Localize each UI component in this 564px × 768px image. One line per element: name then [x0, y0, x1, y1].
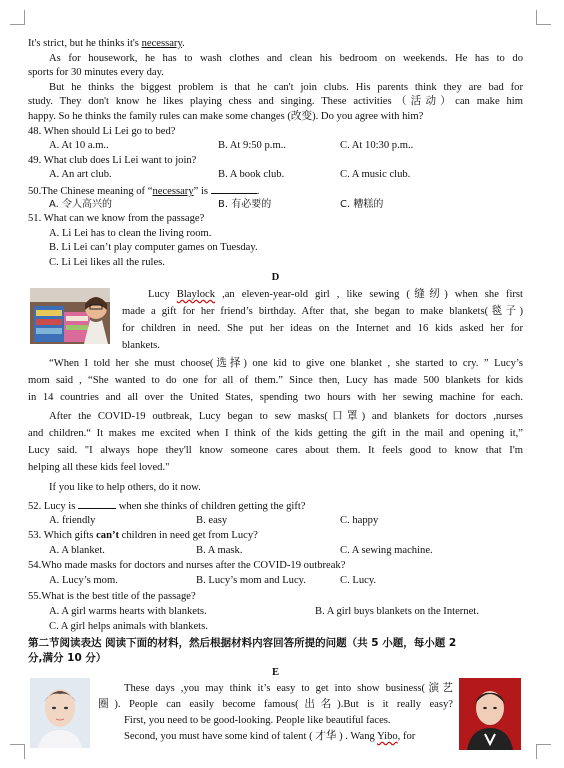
q55-option-a[interactable]: A. A girl warms hearts with blankets.	[49, 606, 207, 617]
question-55-stem: 55.What is the best title of the passage?	[28, 591, 196, 602]
corner-mark-top-right	[536, 10, 551, 25]
passage-d-line	[122, 288, 523, 302]
section-2-heading: 分,满分 10 分）	[28, 652, 107, 664]
passage-c-line: But he thinks the biggest problem is that he can't join clubs. His parents think they are bad for	[49, 81, 523, 93]
question-52-stem	[28, 498, 306, 514]
passage-c-line: sports for 30 minutes every day.	[28, 67, 164, 79]
text: children in need get from Lucy?	[119, 530, 258, 541]
text: 53. Which gifts	[28, 530, 97, 541]
passage-d-line: helping all these kids feel loved."	[28, 462, 170, 473]
text: It's strict, but he thinks it's	[28, 38, 142, 49]
question-48-stem: 48. When should Li Lei go to bed?	[28, 125, 176, 137]
q50-option-a[interactable]: A. 令人高兴的	[49, 198, 113, 210]
text: Second, you must have some kind of talent ( 才华 ) . Wang	[124, 731, 378, 742]
text: ” is	[193, 186, 209, 197]
celebrity-photo-right	[459, 678, 521, 750]
q49-option-b[interactable]: B. A book club.	[218, 169, 285, 181]
text: 50.The Chinese meaning of “	[28, 186, 153, 197]
section-d-label: D	[271, 272, 280, 283]
corner-mark-top-left	[10, 10, 25, 25]
passage-d-line: “When I told her she must choose(选择) one kid to give one blanket , she started to cry. ” Lucy’s	[49, 358, 523, 369]
q49-option-c[interactable]: C. A music club.	[340, 169, 411, 181]
q48-option-b[interactable]: B. At 9:50 p.m..	[218, 140, 286, 152]
q53-option-b[interactable]: B. A mask.	[196, 545, 243, 556]
passage-c-line: As for housework, he has to wash clothes and clean his bedroom on weekends. He has to do	[49, 52, 523, 64]
passage-d-line: made a gift for her friend’s birthday. After that, she began to make blankets(毯子)	[122, 306, 523, 317]
q54-option-b[interactable]: B. Lucy’s mom and Lucy.	[196, 575, 306, 586]
q53-option-c[interactable]: C. A sewing machine.	[340, 545, 433, 556]
passage-d-line: in 14 countries and all over the United States, spending two hours with her sewing machine for each.	[28, 392, 523, 403]
text: .	[256, 186, 260, 197]
q51-option-a[interactable]: A. Li Lei has to clean the living room.	[49, 227, 212, 239]
q54-option-c[interactable]: C. Lucy.	[340, 575, 377, 586]
q51-option-c[interactable]: C. Li Lei likes all the rules.	[49, 257, 165, 268]
section-e-label: E	[271, 667, 280, 678]
celebrity-photo-left	[30, 678, 90, 748]
q55-option-c[interactable]: C. A girl helps animals with blankets.	[49, 621, 208, 632]
underlined-word: necessary	[141, 38, 183, 49]
q48-option-a[interactable]: A. At 10 a.m..	[49, 140, 109, 152]
name-word: Yibo	[377, 731, 398, 742]
q52-option-b[interactable]: B. easy	[196, 515, 228, 526]
passage-d-line: for children in need. She put her ideas on the Internet and 16 kids asked her for	[122, 323, 523, 334]
q55-option-b[interactable]: B. A girl buys blankets on the Internet.	[315, 606, 479, 617]
q50-option-c[interactable]: C. 糟糕的	[340, 198, 384, 210]
passage-c-line: study. They don't know he likes playing chess and singing. These activities（活动）can make him	[28, 96, 523, 108]
q49-option-a[interactable]: A. An art club.	[49, 169, 112, 181]
q50-option-b[interactable]: B. 有必要的	[218, 198, 272, 210]
question-49-stem: 49. What club does Li Lei want to join?	[28, 154, 197, 166]
q54-option-a[interactable]: A. Lucy’s mom.	[49, 575, 118, 586]
passage-d-line: Lucy said. "I always hope they'll know someone cares about them. It feels good to know that I'm	[28, 445, 523, 456]
text: Lucy	[148, 289, 177, 300]
passage-e-line	[124, 730, 415, 744]
passage-c-line: happy. So he thinks the family rules can make some changes (改变). Do you agree with him?	[28, 111, 424, 122]
text: , for	[397, 731, 416, 742]
lucy-photo	[30, 288, 110, 344]
text: .	[182, 38, 185, 49]
corner-mark-bottom-left	[10, 744, 25, 759]
passage-d-line: and children.“ It makes me excited when I think of the kids getting the gift in the mail and opening it,”	[28, 428, 523, 439]
answer-blank[interactable]	[78, 498, 116, 509]
answer-blank[interactable]	[211, 183, 257, 194]
photo-illustration	[30, 678, 90, 748]
bold-word: can’t	[96, 530, 120, 541]
passage-d-line: After the COVID-19 outbreak, Lucy began to sew masks(口罩) and blankets for doctors ,nurses	[49, 411, 523, 422]
question-53-stem	[28, 529, 258, 543]
q52-option-c[interactable]: C. happy	[340, 515, 379, 526]
passage-c-line	[28, 37, 185, 51]
passage-e-line: 圈). People can easily become famous(出名).But is it really easy?	[98, 699, 453, 710]
text: ,an eleven-year-old girl , like sewing (缝纫) when she first	[215, 289, 523, 300]
q51-option-b[interactable]: B. Li Lei can’t play computer games on Tuesday.	[49, 242, 258, 254]
q52-option-a[interactable]: A. friendly	[49, 515, 96, 526]
name-word: Blaylock	[176, 289, 216, 300]
passage-d-line: If you like to help others, do it now.	[49, 482, 201, 493]
passage-d-line: mom said , “She wanted to do one for all of them.” Since then, Lucy has made 500 blankets for kids	[28, 375, 523, 386]
passage-e-line: These days ,you may think it’s easy to get into show business(演艺	[124, 683, 453, 694]
passage-d-line: blankets.	[122, 340, 160, 351]
q48-option-c[interactable]: C. At 10:30 p.m..	[340, 140, 414, 152]
q53-option-a[interactable]: A. A blanket.	[49, 545, 105, 556]
passage-e-line: First, you need to be good-looking. People like beautiful faces.	[124, 715, 391, 726]
question-51-stem: 51. What can we know from the passage?	[28, 213, 205, 225]
underlined-word: necessary	[152, 186, 194, 197]
corner-mark-bottom-right	[536, 744, 551, 759]
text: when she thinks of children getting the gift?	[118, 501, 306, 512]
section-2-heading: 第二节阅读表达 阅读下面的材料，然后根据材料内容回答所提的问题（共 5 小题，每小题 2	[28, 637, 457, 649]
photo-illustration	[30, 288, 110, 344]
question-54-stem: 54.Who made masks for doctors and nurses after the COVID-19 outbreak?	[28, 560, 346, 571]
text: 52. Lucy is	[28, 501, 76, 512]
photo-illustration	[459, 678, 521, 750]
